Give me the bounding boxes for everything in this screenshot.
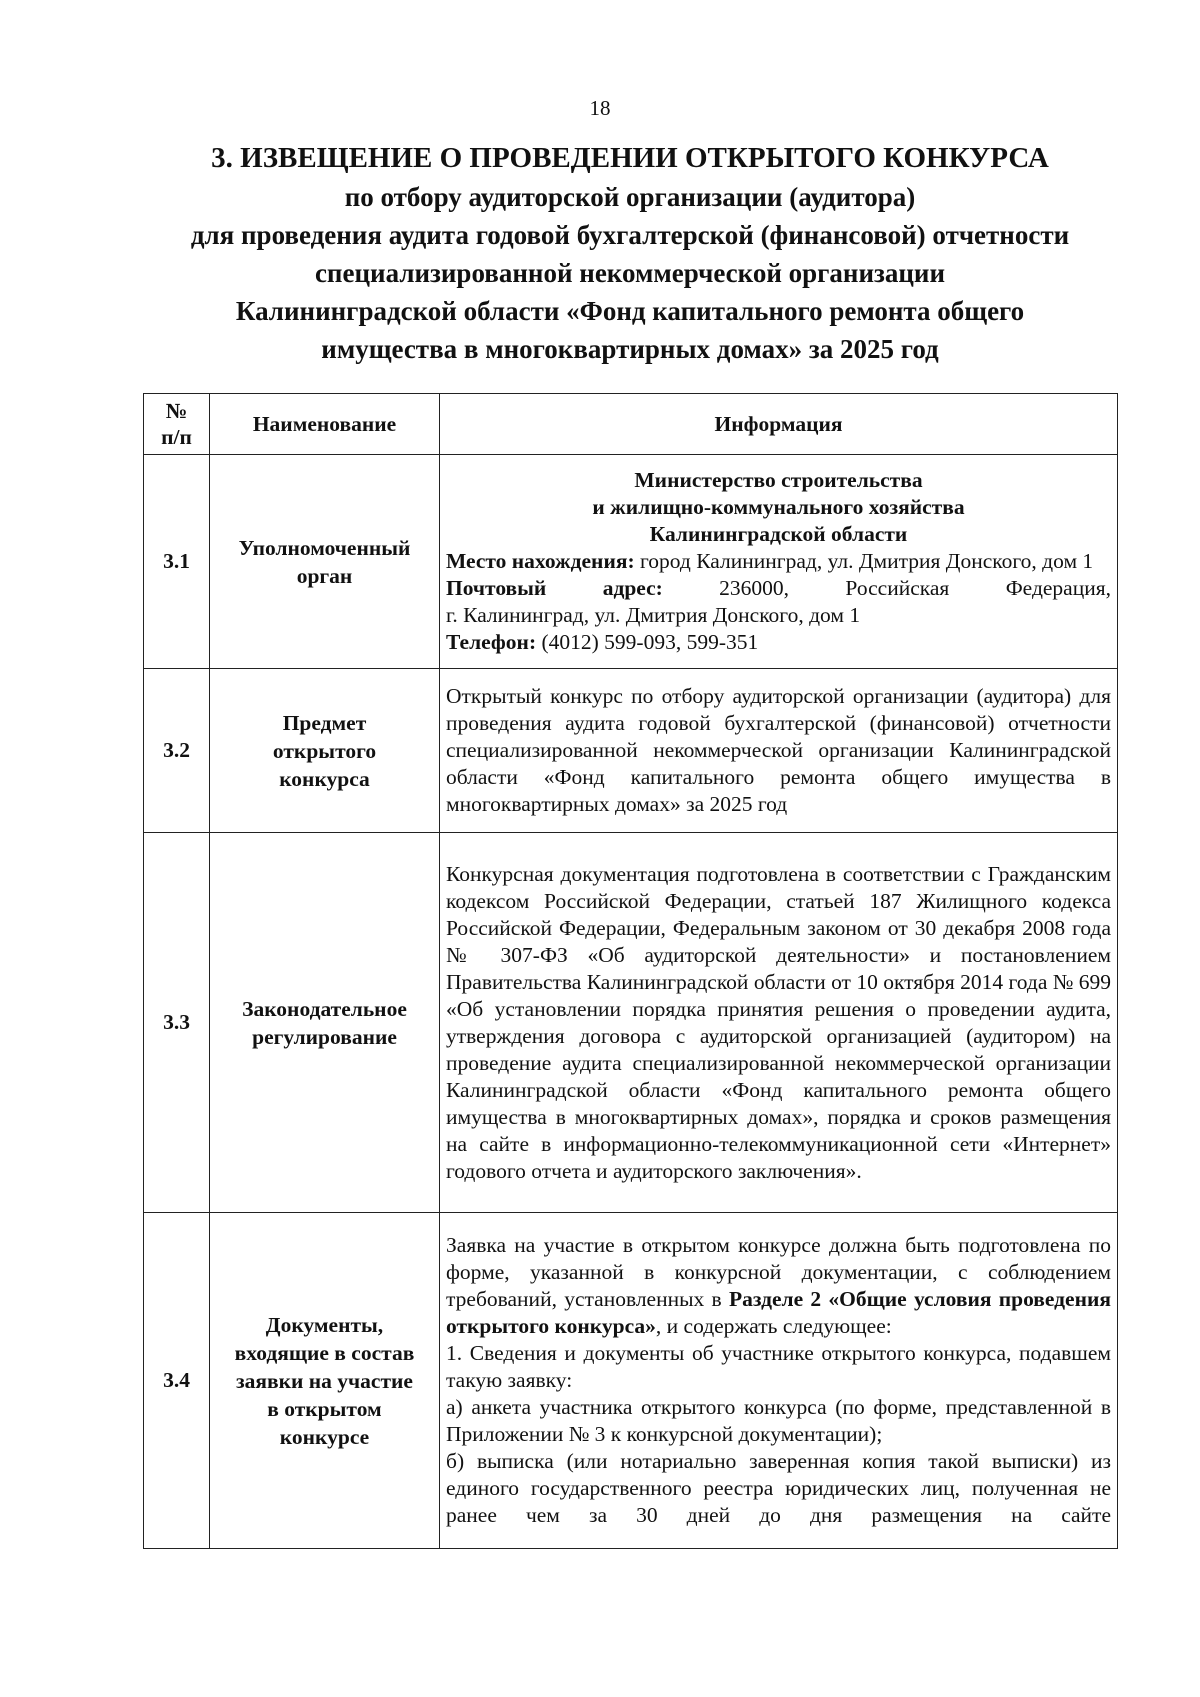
row-name [210,669,440,833]
item-1: 1. Сведения и документы об участнике открытого конкурса, подавшем такую заявку: [446,1341,1111,1392]
row-name-line: Законодательное [242,996,407,1021]
phone-label: Телефон: [446,630,537,654]
title-line: специализированной некоммерческой организации [314,258,946,288]
row-name-line: орган [296,563,353,588]
location-label: Место нахождения: [446,549,635,573]
row-name-line: заявки на участие [236,1368,413,1393]
row-text: Конкурсная документация подготовлена в соответствии с Гражданским кодексом Российской Федерации, статьей 187 Жилищного кодекса Российской Федерации, Федеральным законом от 30 декабря 2008 года № 307-ФЗ «Об аудиторской деятельности» и постановлением Правительства Калининградской области от 10 октября 2014 года № 699 «Об установлении порядка принятия решения о проведении аудита, утверждения договора с аудиторской организацией (аудитором) на проведение аудита специализированной некоммерческой организации Калининградской области «Фонд капитального ремонта общего имущества в многоквартирных домах», порядка и сроков размещения на сайте в информационно-телекоммуникационной сети «Интернет» годового отчета и аудиторского заключения». [446,861,1111,1183]
postal [446,575,1111,602]
row-name-line: Предмет [282,710,367,735]
postal-text: 236000, Российская Федерация, [662,576,1111,600]
header-name: Наименование [210,394,440,455]
header-num-line: № [165,399,188,423]
page-number: 18 [589,96,611,120]
row-number: 3.3 [144,833,210,1213]
row-name [210,455,440,669]
location [446,548,1111,575]
row-info [440,669,1118,833]
row-number: 3.1 [144,455,210,669]
phone-text: (4012) 599-093, 599-351 [536,630,759,654]
row-info [440,1213,1118,1549]
row-name-line: конкурсе [279,1424,370,1449]
row-info [440,455,1118,669]
row-name-line: открытого [272,738,377,763]
intro-text: Заявка на участие в открытом конкурсе должна быть подготовлена по форме, указанной в конкурсной документации, с соблюдением требований, установленных в [446,1233,1111,1311]
row-name-line: конкурса [279,766,370,791]
row-name-line: Уполномоченный [238,535,411,560]
intro-bold: Разделе 2 «Общие условия проведения открытого конкурса» [446,1287,1111,1338]
header-num [144,394,210,455]
table-header-row [144,394,1118,455]
item-b: б) выписка (или нотариально заверенная копия такой выписки) из единого государственного реестра юридических лиц, полученная не ранее чем за 30 дней до дня размещения на сайте [446,1449,1111,1527]
row-name-line: в открытом [267,1396,382,1421]
phone [446,629,1111,656]
item-a: а) анкета участника открытого конкурса (по форме, представленной в Приложении № 3 к конкурсной документации); [446,1395,1111,1446]
title-line: для проведения аудита годовой бухгалтерской (финансовой) отчетности [190,220,1070,250]
row-intro [446,1232,1111,1340]
table-row [144,833,1118,1213]
table-row [144,455,1118,669]
title-line: по отбору аудиторской организации (аудитора) [344,182,916,212]
row-number: 3.4 [144,1213,210,1549]
org-line: и жилищно-коммунального хозяйства [592,495,965,519]
row-name-line: регулирование [252,1024,397,1049]
row-number: 3.2 [144,669,210,833]
title-line: Калининградской области «Фонд капитального ремонта общего [235,296,1025,326]
row-name-line: Документы, [265,1312,384,1337]
location-text: город Калининград, ул. Дмитрия Донского, дом 1 [634,549,1094,573]
row-name [210,833,440,1213]
title-main: 3. ИЗВЕЩЕНИЕ О ПРОВЕДЕНИИ ОТКРЫТОГО КОНКУРСА [211,142,1049,174]
notice-table [143,393,1118,1549]
notice-title [150,138,1110,368]
row-name [210,1213,440,1549]
org-line: Калининградской области [649,522,908,546]
org-line: Министерство строительства [634,468,923,492]
header-info: Информация [440,394,1118,455]
row-name-line: входящие в состав [234,1340,415,1365]
postal-label: Почтовый адрес: [446,576,663,600]
postal-line-2: г. Калининград, ул. Дмитрия Донского, дом 1 [446,603,861,627]
table-row [144,669,1118,833]
intro-end: , и содержать следующее: [655,1314,892,1338]
row-info [440,833,1118,1213]
table-row [144,1213,1118,1549]
header-num-line: п/п [161,425,192,449]
row-text: Открытый конкурс по отбору аудиторской организации (аудитора) для проведения аудита годовой бухгалтерской (финансовой) отчетности специализированной некоммерческой организации Калининградской области «Фонд капитального ремонта общего имущества в многоквартирных домах» за 2025 год [446,684,1111,816]
title-line: имущества в многоквартирных домах» за 2025 год [321,334,939,364]
